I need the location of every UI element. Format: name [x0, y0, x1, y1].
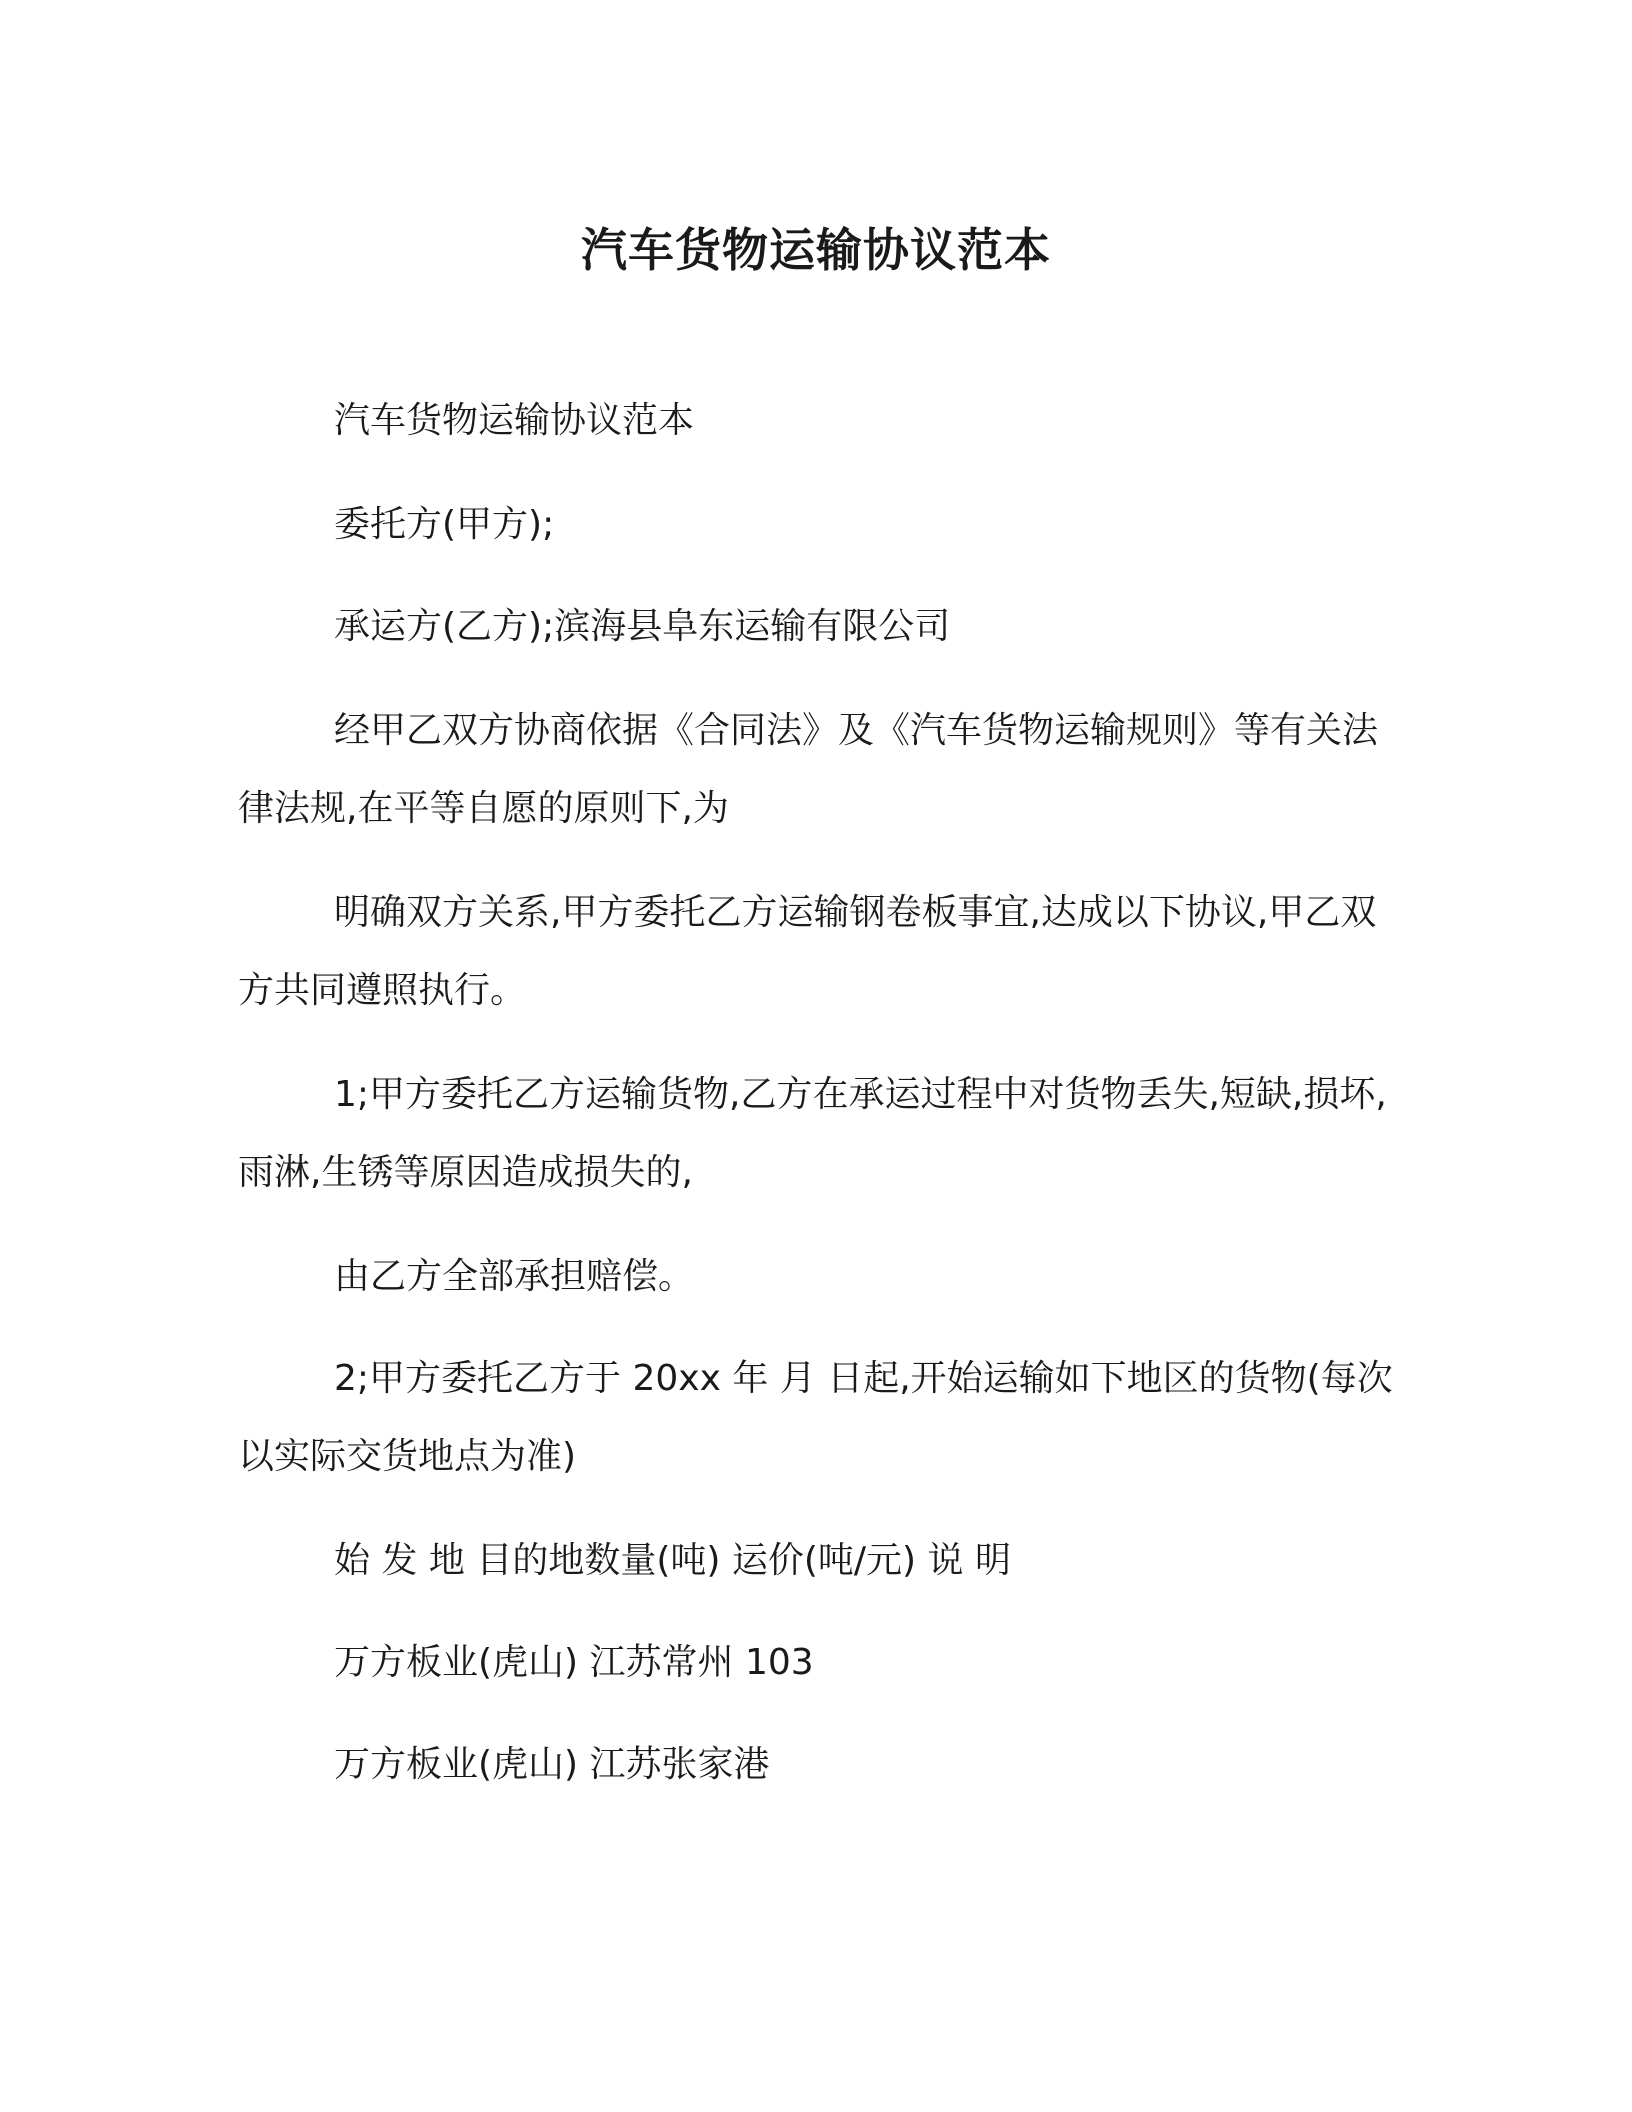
paragraph-preamble: 经甲乙双方协商依据《合同法》及《汽车货物运输规则》等有关法律法规,在平等自愿的原则下,为 — [238, 710, 1379, 829]
paragraph-clause-1-cont: 由乙方全部承担赔偿。 — [334, 1256, 695, 1297]
paragraph-purpose: 明确双方关系,甲方委托乙方运输钢卷板事宜,达成以下协议,甲乙双方共同遵照执行。 — [238, 892, 1377, 1011]
paragraph-clause-2: 2;甲方委托乙方于 20xx 年 月 日起,开始运输如下地区的货物(每次以实际交货地点为准) — [238, 1358, 1393, 1477]
paragraph-carrier: 承运方(乙方);滨海县阜东运输有限公司 — [334, 606, 951, 647]
paragraph-client: 委托方(甲方); — [334, 504, 555, 545]
paragraph-heading: 汽车货物运输协议范本 — [334, 400, 695, 441]
table-header-line: 始 发 地 目的地数量(吨) 运价(吨/元) 说 明 — [334, 1540, 1011, 1581]
paragraph-clause-1: 1;甲方委托乙方运输货物,乙方在承运过程中对货物丢失,短缺,损坏,雨淋,生锈等原因造成损失的, — [238, 1074, 1387, 1193]
document-title: 汽车货物运输协议范本 — [581, 223, 1051, 277]
table-row: 万方板业(虎山) 江苏张家港 — [334, 1744, 770, 1785]
table-row: 万方板业(虎山) 江苏常州 103 — [334, 1642, 814, 1683]
